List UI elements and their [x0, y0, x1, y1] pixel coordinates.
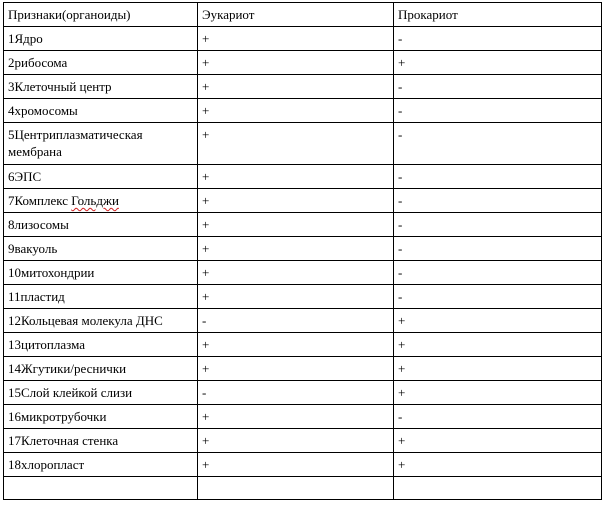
prokaryote-cell: - — [394, 213, 602, 237]
feature-name: вакуоль — [14, 241, 58, 256]
empty-row — [4, 477, 602, 500]
feature-name: Жгутики/реснички — [21, 361, 127, 376]
table-row — [4, 213, 602, 237]
prokaryote-cell: + — [394, 453, 602, 477]
empty-cell — [4, 477, 198, 500]
feature-cell — [4, 75, 198, 99]
feature-cell — [4, 453, 198, 477]
row-number: 11 — [8, 289, 21, 304]
row-number: 4 — [8, 103, 15, 118]
prokaryote-cell: - — [394, 285, 602, 309]
prokaryote-cell: - — [394, 405, 602, 429]
row-number: 6 — [8, 169, 15, 184]
eukaryote-cell: + — [198, 429, 394, 453]
feature-name: Ядро — [14, 31, 43, 46]
feature-name: Комплекс — [14, 193, 72, 208]
feature-cell — [4, 165, 198, 189]
row-number: 5 — [8, 127, 15, 142]
empty-cell — [394, 477, 602, 500]
feature-name: Клеточная стенка — [21, 433, 119, 448]
eukaryote-cell: + — [198, 261, 394, 285]
feature-name: хромосомы — [14, 103, 78, 118]
feature-cell — [4, 123, 198, 165]
table-row — [4, 75, 602, 99]
feature-name: Слой клейкой слизи — [21, 385, 133, 400]
feature-cell — [4, 309, 198, 333]
row-number: 1 — [8, 31, 15, 46]
eukaryote-cell: + — [198, 99, 394, 123]
eukaryote-cell: + — [198, 165, 394, 189]
eukaryote-cell: + — [198, 333, 394, 357]
prokaryote-cell: + — [394, 51, 602, 75]
feature-name: митохондрии — [21, 265, 95, 280]
eukaryote-cell: + — [198, 75, 394, 99]
prokaryote-cell: - — [394, 237, 602, 261]
eukaryote-cell: + — [198, 123, 394, 165]
prokaryote-cell: - — [394, 75, 602, 99]
feature-name: ЭПС — [14, 169, 42, 184]
feature-cell — [4, 27, 198, 51]
prokaryote-cell: - — [394, 261, 602, 285]
prokaryote-cell: + — [394, 309, 602, 333]
feature-name: хлоропласт — [21, 457, 85, 472]
eukaryote-cell: + — [198, 27, 394, 51]
row-number: 2 — [8, 55, 15, 70]
table-row — [4, 381, 602, 405]
eukaryote-cell: - — [198, 381, 394, 405]
table-row — [4, 333, 602, 357]
prokaryote-cell: + — [394, 381, 602, 405]
row-number: 16 — [8, 409, 21, 424]
row-number: 9 — [8, 241, 15, 256]
feature-cell — [4, 261, 198, 285]
eukaryote-cell: + — [198, 453, 394, 477]
feature-name: лизосомы — [14, 217, 69, 232]
header-prokaryote: Прокариот — [394, 3, 602, 27]
feature-cell — [4, 285, 198, 309]
prokaryote-cell: - — [394, 123, 602, 165]
table-row — [4, 189, 602, 213]
feature-cell — [4, 333, 198, 357]
row-number: 18 — [8, 457, 21, 472]
table-row — [4, 357, 602, 381]
table-row — [4, 99, 602, 123]
table-body — [4, 27, 602, 500]
table-row — [4, 405, 602, 429]
feature-cell — [4, 189, 198, 213]
feature-name: рибосома — [14, 55, 68, 70]
feature-name: пластид — [20, 289, 65, 304]
feature-name: микротрубочки — [21, 409, 107, 424]
eukaryote-cell: + — [198, 189, 394, 213]
eukaryote-cell: + — [198, 405, 394, 429]
eukaryote-cell: + — [198, 237, 394, 261]
prokaryote-cell: - — [394, 165, 602, 189]
prokaryote-cell: - — [394, 189, 602, 213]
feature-cell — [4, 213, 198, 237]
feature-cell — [4, 357, 198, 381]
prokaryote-cell: - — [394, 27, 602, 51]
feature-cell — [4, 51, 198, 75]
eukaryote-cell: + — [198, 357, 394, 381]
eukaryote-cell: - — [198, 309, 394, 333]
prokaryote-cell: + — [394, 429, 602, 453]
table-row — [4, 285, 602, 309]
table-row — [4, 453, 602, 477]
prokaryote-cell: + — [394, 357, 602, 381]
row-number: 15 — [8, 385, 21, 400]
spellcheck-marked-word: Гольджи — [71, 193, 119, 208]
feature-cell — [4, 405, 198, 429]
feature-cell — [4, 381, 198, 405]
feature-cell — [4, 237, 198, 261]
row-number: 13 — [8, 337, 21, 352]
table-row — [4, 429, 602, 453]
feature-cell — [4, 99, 198, 123]
feature-name: Кольцевая молекула ДНС — [21, 313, 163, 328]
table-row — [4, 309, 602, 333]
header-features: Признаки(органоиды) — [4, 3, 198, 27]
table-row — [4, 51, 602, 75]
feature-name: Клеточный центр — [14, 79, 112, 94]
row-number: 10 — [8, 265, 21, 280]
table-row — [4, 123, 602, 165]
table-row — [4, 261, 602, 285]
feature-name: цитоплазма — [21, 337, 85, 352]
eukaryote-cell: + — [198, 51, 394, 75]
empty-cell — [198, 477, 394, 500]
feature-name: Центриплазматическая мембрана — [8, 127, 143, 159]
table-row — [4, 237, 602, 261]
row-number: 8 — [8, 217, 15, 232]
eukaryote-cell: + — [198, 213, 394, 237]
table-row — [4, 165, 602, 189]
row-number: 17 — [8, 433, 21, 448]
row-number: 12 — [8, 313, 21, 328]
table-row — [4, 27, 602, 51]
prokaryote-cell: - — [394, 99, 602, 123]
header-eukaryote: Эукариот — [198, 3, 394, 27]
organelle-comparison-table — [3, 2, 602, 500]
feature-cell — [4, 429, 198, 453]
row-number: 3 — [8, 79, 15, 94]
row-number: 14 — [8, 361, 21, 376]
prokaryote-cell: + — [394, 333, 602, 357]
header-row — [4, 3, 602, 27]
row-number: 7 — [8, 193, 15, 208]
eukaryote-cell: + — [198, 285, 394, 309]
